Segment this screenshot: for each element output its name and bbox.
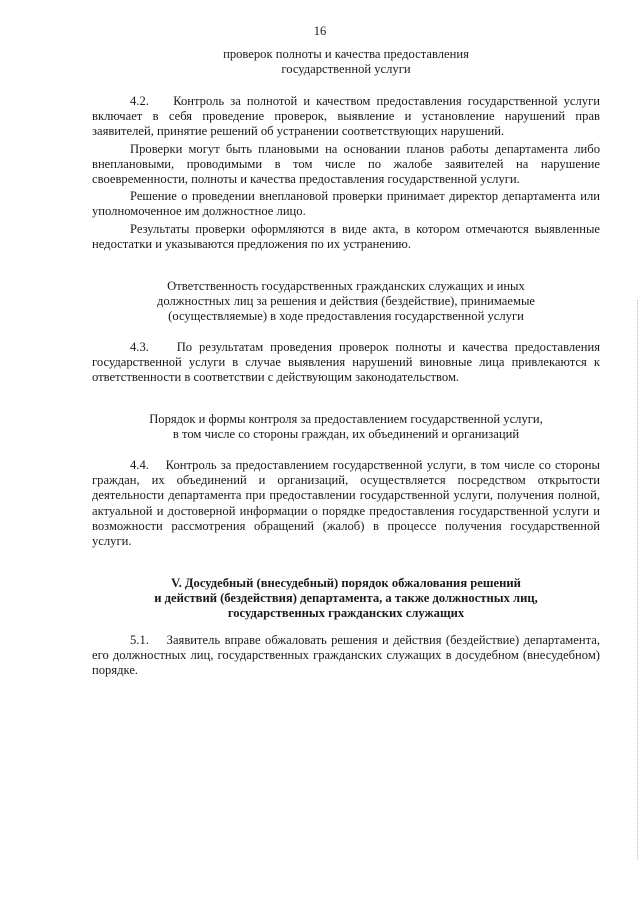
paragraph-4-3: 4.3. По результатам проведения проверок полноты и качества предоставления государственной услуги в случае выявления нарушений виновные лица привлекаются к ответственности в соответствии с действующим законодательством. xyxy=(92,340,600,385)
control-heading xyxy=(92,412,600,442)
scan-edge-artifact xyxy=(634,300,638,860)
paragraph-4-2-control: 4.2. Контроль за полнотой и качеством предоставления государственной услуги включает в себя проведение проверок, выявление и установление нарушений прав заявителей, принятие решений об устранении соответствующих нарушений. xyxy=(92,94,600,139)
section-v-heading-line-1: V. Досудебный (внесудебный) порядок обжалования решений xyxy=(171,576,521,590)
control-heading-line-1: Порядок и формы контроля за предоставлением государственной услуги, xyxy=(149,412,543,426)
continued-heading-line-1: проверок полноты и качества предоставления xyxy=(223,47,469,61)
section-4-3 xyxy=(92,340,600,386)
paragraph-5-1: 5.1. Заявитель вправе обжаловать решения и действия (бездействие) департамента, его должностных лиц, государственных гражданских служащих в досудебном (внесудебном) порядке. xyxy=(92,633,600,678)
responsibility-heading-line-3: (осуществляемые) в ходе предоставления государственной услуги xyxy=(168,309,524,324)
responsibility-heading-line-2: должностных лиц за решения и действия (бездействие), принимаемые xyxy=(156,294,536,309)
paragraph-4-4: 4.4. Контроль за предоставлением государственной услуги, в том числе со стороны граждан, их объединений и организаций, осуществляется посредством открытости деятельности департамента при предоставлении государственной услуги, получения полной, актуальной и достоверной информации о порядке предоставления государственной услуги и возможности рассмотрения обращений (жалоб) в процессе получения государственной услуги. xyxy=(92,458,600,549)
paragraph-4-2-inspections: Проверки могут быть плановыми на основании планов работы департамента либо внеплановыми, проводимыми в том числе по жалобе заявителей на нарушение своевременности, полноты и качества предоставления государственной услуги. xyxy=(92,141,600,187)
page-number: 16 xyxy=(313,24,327,38)
paragraph-4-2-results: Результаты проверки оформляются в виде акта, в котором отмечаются выявленные недостатки и указываются предложения по их устранению. xyxy=(92,221,600,251)
control-heading-line-2: в том числе со стороны граждан, их объединений и организаций xyxy=(172,427,520,442)
continued-heading-line-2: государственной услуги xyxy=(281,62,411,77)
section-v-heading-line-2: и действий (бездействия) департамента, а также должностных лиц, xyxy=(154,591,538,606)
continued-heading xyxy=(92,47,600,77)
responsibility-heading xyxy=(92,279,600,325)
section-v-heading-line-3: государственных гражданских служащих xyxy=(227,606,465,621)
paragraph-4-2-decision: Решение о проведении внеплановой проверки принимает директор департамента или уполномоченное им должностное лицо. xyxy=(92,189,600,219)
section-v-heading xyxy=(92,576,600,622)
section-4-2 xyxy=(92,94,600,252)
section-5-1 xyxy=(92,633,600,679)
section-4-4 xyxy=(92,458,600,549)
responsibility-heading-line-1: Ответственность государственных гражданских служащих и иных xyxy=(167,279,525,293)
